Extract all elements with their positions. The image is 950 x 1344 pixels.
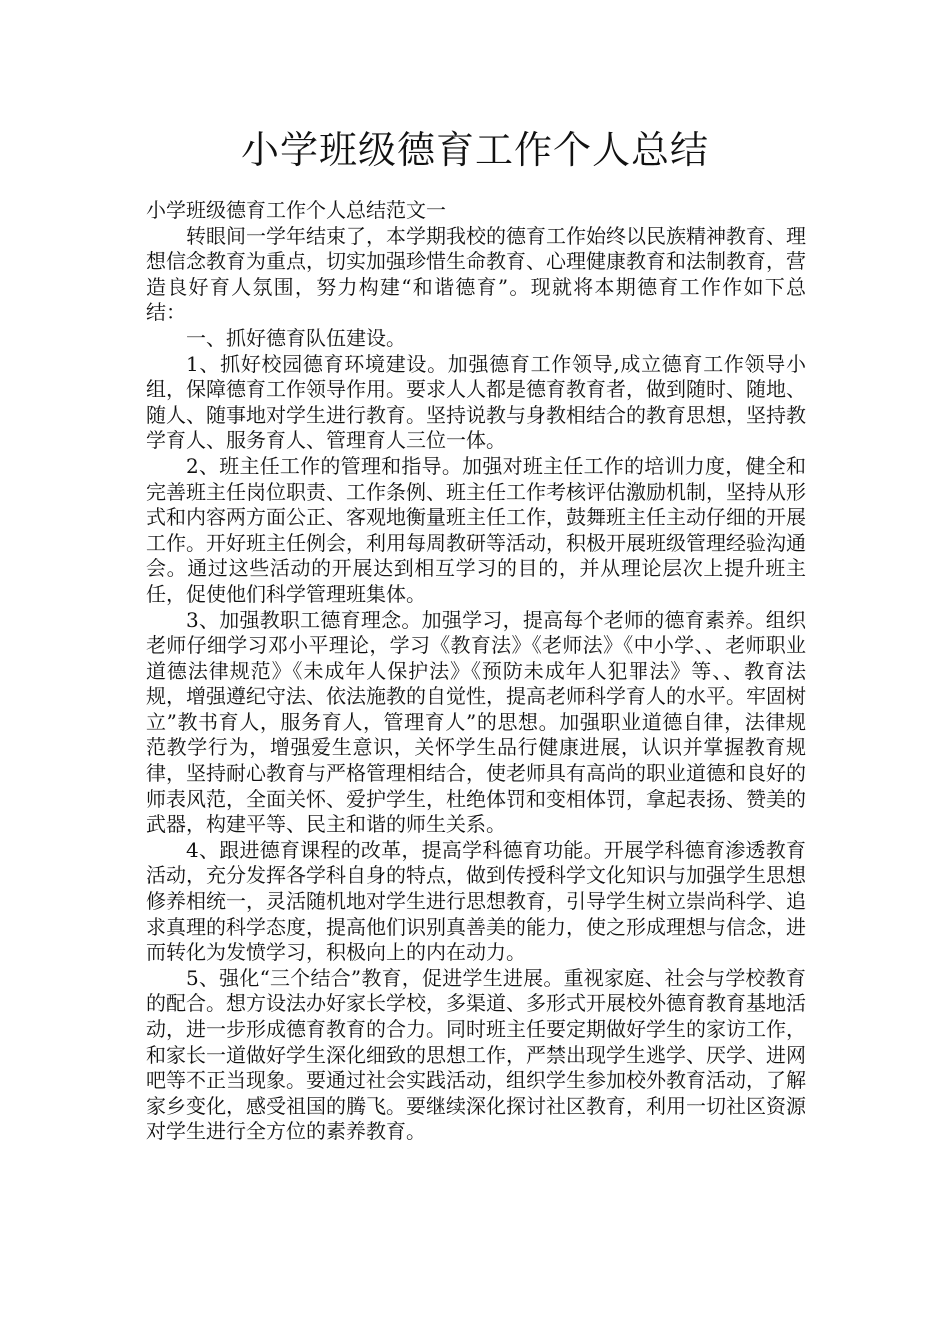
document-body — [146, 198, 806, 1145]
paragraph-item-3: 3、加强教职工德育理念。加强学习，提高每个老师的德育素养。组织老师仔细学习邓小平理论，学习《教育法》《老师法》《中小学、、老师职业道德法律规范》《未成年人保护法》《预防未成年人犯罪法》等、、教育法规，增强遵纪守法、依法施教的自觉性，提高老师科学育人的水平。牢固树立”教书育人，服务育人，管理育人”的思想。加强职业道德自律，法律规范教学行为，增强爱生意识，关怀学生品行健康进展，认识并掌握教育规律，坚持耐心教育与严格管理相结合，使老师具有高尚的职业道德和良好的师表风范，全面关怀、爱护学生，杜绝体罚和变相体罚，拿起表扬、赞美的武器，构建平等、民主和谐的师生关系。 — [146, 607, 806, 837]
section-heading: 一、抓好德育队伍建设。 — [186, 325, 406, 350]
paragraph-item-1: 1、抓好校园德育环境建设。加强德育工作领导,成立德育工作领导小组，保障德育工作领导作用。要求人人都是德育教育者，做到随时、随地、随人、随事地对学生进行教育。坚持说教与身教相结合的教育思想，坚持教学育人、服务育人、管理育人三位一体。 — [146, 351, 806, 453]
document-subtitle: 小学班级德育工作个人总结范文一 — [146, 198, 446, 222]
document-title: 小学班级德育工作个人总结 — [240, 128, 709, 172]
paragraph-item-5: 5、强化“三个结合”教育，促进学生进展。重视家庭、社会与学校教育的配合。想方设法办好家长学校，多渠道、多形式开展校外德育教育基地活动，进一步形成德育教育的合力。同时班主任要定期做好学生的家访工作，和家长一道做好学生深化细致的思想工作，严禁出现学生逃学、厌学、进网吧等不正当现象。要通过社会实践活动，组织学生参加校外教育活动，了解家乡变化，感受祖国的腾飞。要继续深化探讨社区教育，利用一切社区资源对学生进行全方位的素养教育。 — [146, 965, 806, 1144]
paragraph-item-4: 4、跟进德育课程的改革，提高学科德育功能。开展学科德育渗透教育活动，充分发挥各学科自身的特点，做到传授科学文化知识与加强学生思想修养相统一，灵活随机地对学生进行思想教育，引导学生树立崇尚科学、追求真理的科学态度，提高他们识别真善美的能力，使之形成理想与信念，进而转化为发愤学习，积极向上的内在动力。 — [146, 837, 806, 965]
paragraph-intro: 转眼间一学年结束了，本学期我校的德育工作始终以民族精神教育、理想信念教育为重点，切实加强珍惜生命教育、心理健康教育和法制教育，营造良好育人氛围，努力构建“和谐德育”。现就将本期德育工作作如下总结： — [146, 223, 806, 325]
paragraph-item-2: 2、班主任工作的管理和指导。加强对班主任工作的培训力度，健全和完善班主任岗位职责、工作条例、班主任工作考核评估激励机制，坚持从形式和内容两方面公正、客观地衡量班主任工作，鼓舞班主任主动仔细的开展工作。开好班主任例会，利用每周教研等活动，积极开展班级管理经验沟通会。通过这些活动的开展达到相互学习的目的，并从理论层次上提升班主任，促使他们科学管理班集体。 — [146, 453, 806, 606]
